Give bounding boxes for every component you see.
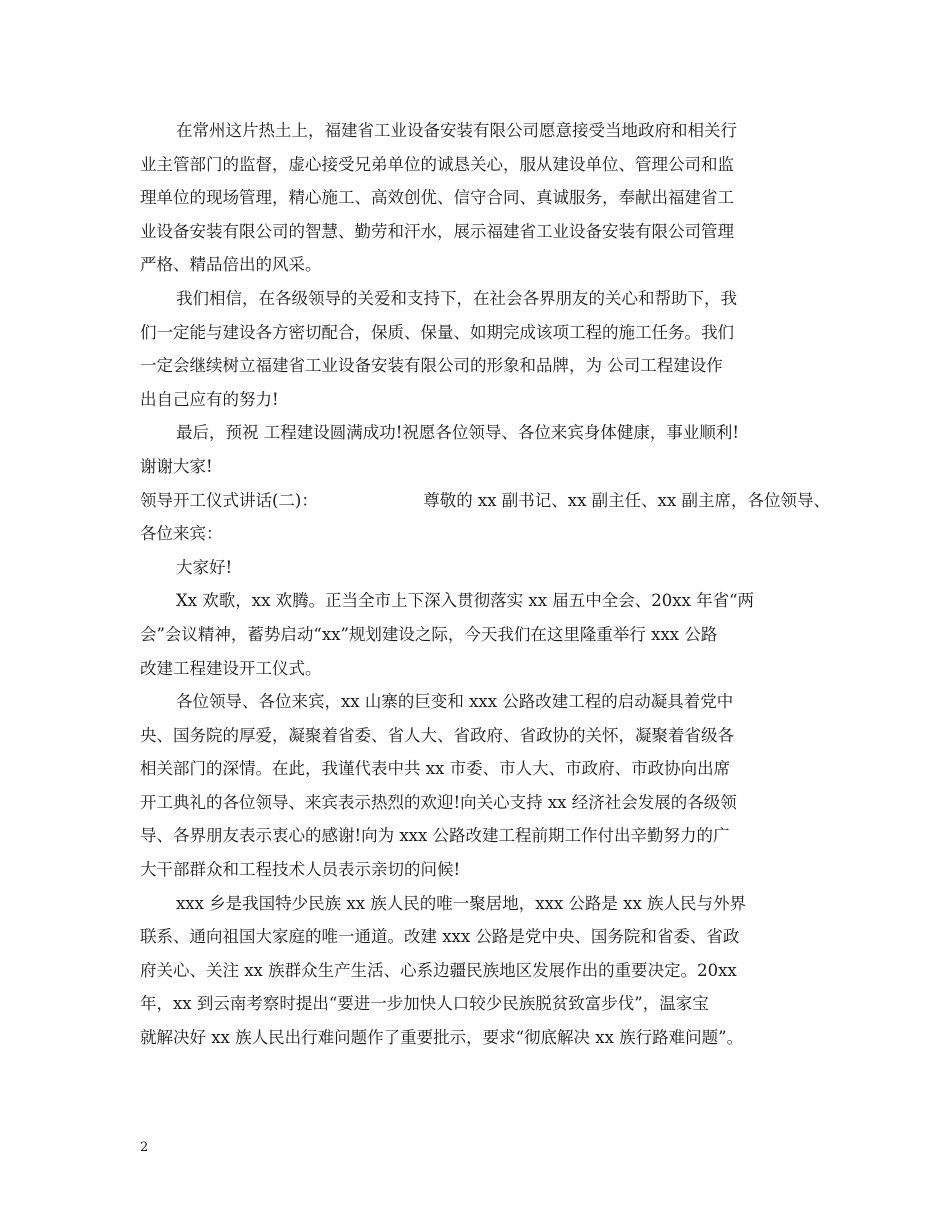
text-line: 出自己应有的努力! — [140, 389, 279, 409]
section-heading — [140, 484, 830, 518]
section-heading-title: 领导开工仪式讲话(二)： — [140, 490, 318, 510]
text-line: 开工典礼的各位领导、来宾表示热烈的欢迎!向关心支持 xx 经济社会发展的各级领 — [140, 792, 737, 812]
text-line: 们一定能与建设各方密切配合，保质、保量、如期完成该项工程的施工任务。我们 — [140, 322, 734, 342]
text-line: 大干部群众和工程技术人员表示亲切的问候! — [140, 860, 461, 880]
text-line: 改建工程建设开工仪式。 — [140, 658, 322, 678]
text-line: 联系、通向祖国大家庭的唯一通道。改建 xxx 公路是党中央、国务院和省委、省政 — [140, 927, 740, 947]
text-line: 各位领导、各位来宾，xx 山寨的巨变和 xxx 公路改建工程的启动凝具着党中 — [176, 692, 734, 712]
text-line: 就解决好 xx 族人民出行难问题作了重要批示，要求“彻底解决 xx 族行路难问题”。 — [140, 1028, 744, 1048]
text-line: 各位来宾： — [140, 524, 223, 544]
text-line: 业主管部门的监督，虚心接受兄弟单位的诚恳关心，服从建设单位、管理公司和监 — [140, 154, 734, 174]
body-text — [140, 114, 830, 1055]
text-line: 谢谢大家! — [140, 456, 213, 476]
text-line: Xx 欢歌，xx 欢腾。正当全市上下深入贯彻落实 xx 届五中全会、20xx 年省“两 — [176, 591, 755, 611]
text-line: 年，xx 到云南考察时提出“要进一步加快人口较少民族脱贫致富步伐”，温家宝 — [140, 994, 709, 1014]
text-line: 府关心、关注 xx 族群众生产生活、心系边疆民族地区发展作出的重要决定。20xx — [140, 960, 737, 980]
text-line: 央、国务院的厚爱，凝聚着省委、省人大、省政府、省政协的关怀，凝聚着省级各 — [140, 725, 734, 745]
text-line: 严格、精品倍出的风采。 — [140, 255, 322, 275]
text-line: 最后，预祝 工程建设圆满成功!祝愿各位领导、各位来宾身体健康，事业顺利! — [176, 423, 740, 443]
text-line: 会”会议精神，蓄势启动“xx”规划建设之际，今天我们在这里隆重举行 xxx 公路 — [140, 624, 718, 644]
text-line: 一定会继续树立福建省工业设备安装有限公司的形象和品牌，为 公司工程建设作 — [140, 356, 723, 376]
section-heading-salutation: 尊敬的 xx 副书记、xx 副主任、xx 副主席，各位领导、 — [423, 490, 830, 510]
text-line: 理单位的现场管理，精心施工、高效创优、信守合同、真诚服务，奉献出福建省工 — [140, 188, 734, 208]
page-number: 2 — [140, 1140, 149, 1155]
text-line: 业设备安装有限公司的智慧、勤劳和汗水，展示福建省工业设备安装有限公司管理 — [140, 221, 734, 241]
text-line: 大家好! — [176, 557, 233, 577]
text-line: 相关部门的深情。在此，我谨代表中共 xx 市委、市人大、市政府、市政协向出席 — [140, 759, 731, 779]
text-line: xxx 乡是我国特少民族 xx 族人民的唯一聚居地，xxx 公路是 xx 族人民与外界 — [176, 893, 747, 913]
text-line: 导、各界朋友表示衷心的感谢!向为 xxx 公路改建工程前期工作付出辛勤努力的广 — [140, 826, 730, 846]
text-line: 在常州这片热土上，福建省工业设备安装有限公司愿意接受当地政府和相关行 — [176, 121, 737, 140]
text-line: 我们相信，在各级领导的关爱和支持下，在社会各界朋友的关心和帮助下，我 — [176, 288, 737, 308]
